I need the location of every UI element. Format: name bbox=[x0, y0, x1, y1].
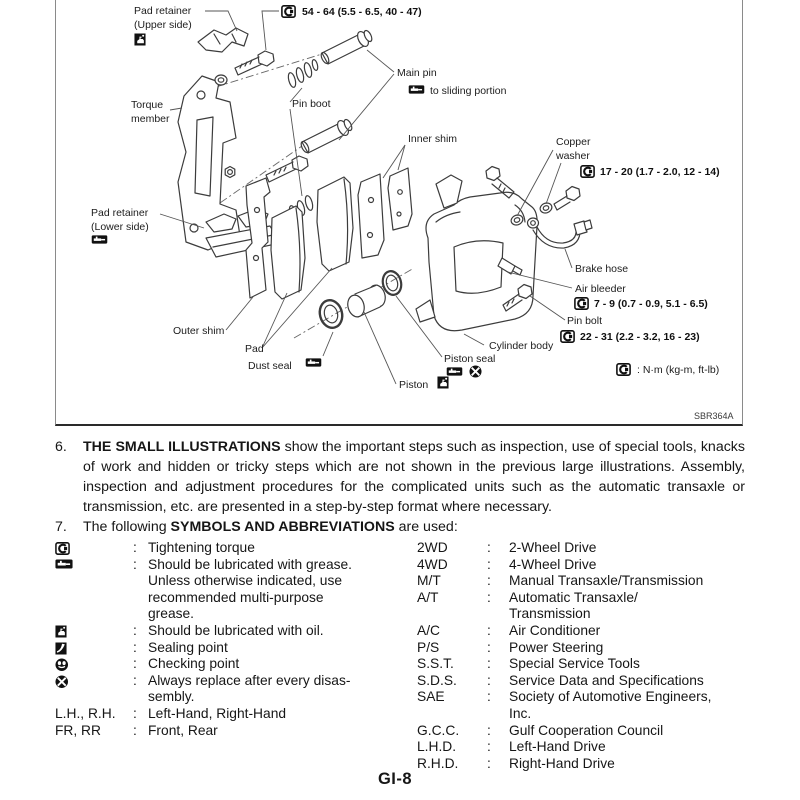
label-torque-member: Torque bbox=[131, 99, 164, 111]
torque-icon bbox=[617, 364, 630, 375]
label-main-pin: Main pin bbox=[397, 67, 437, 79]
abbrev-key: 4WD bbox=[417, 556, 448, 572]
note-7-post: are used: bbox=[394, 519, 458, 535]
abbrev-key: R.H.D. bbox=[417, 755, 459, 771]
torque-value-main-pin: 54 - 64 (5.5 - 6.5, 40 - 47) bbox=[302, 6, 422, 18]
abbrev-row-gcc bbox=[417, 723, 747, 740]
symbol-row-replace bbox=[55, 673, 417, 706]
abbrev-row-ps bbox=[417, 640, 747, 657]
notes-section bbox=[55, 437, 745, 537]
symbol-desc: Unless otherwise indicated, use bbox=[148, 573, 343, 589]
abbrev-desc: Gulf Cooperation Council bbox=[509, 722, 664, 738]
label-pad-retainer-upper: Pad retainer bbox=[134, 5, 192, 17]
page-number: GI-8 bbox=[377, 770, 413, 788]
abbrev-desc: Service Data and Specifications bbox=[509, 672, 704, 688]
symbol-desc: grease. bbox=[148, 606, 195, 622]
colon: : bbox=[487, 622, 491, 638]
abbrev-desc: 4-Wheel Drive bbox=[509, 556, 597, 572]
figure-code: SBR364A bbox=[694, 411, 734, 421]
colon: : bbox=[133, 556, 137, 572]
oil-icon bbox=[55, 623, 67, 638]
sealing-icon bbox=[55, 640, 67, 655]
torque-value-copper-washer: 17 - 20 (1.7 - 2.0, 12 - 14) bbox=[600, 166, 720, 178]
symbol-row-checking bbox=[55, 656, 417, 673]
abbrev-row-mt bbox=[417, 573, 747, 590]
symbol-desc: Front, Rear bbox=[148, 722, 218, 738]
label-pad: Pad bbox=[245, 343, 264, 355]
colon: : bbox=[487, 589, 491, 605]
abbrev-key: L.H.D. bbox=[417, 739, 457, 755]
label-brake-hose: Brake hose bbox=[575, 263, 629, 275]
abbrev-key: SAE bbox=[417, 689, 445, 705]
grease-icon bbox=[306, 358, 322, 366]
colon: : bbox=[487, 556, 491, 572]
colon: : bbox=[133, 672, 137, 688]
abbrev-desc: Manual Transaxle/Transmission bbox=[509, 573, 704, 589]
note-7-number: 7. bbox=[55, 519, 67, 535]
abbrev-key: S.S.T. bbox=[417, 656, 454, 672]
abbrev-row-ac bbox=[417, 623, 747, 640]
symbol-row-oil bbox=[55, 623, 417, 640]
label-grease-sliding: to sliding portion bbox=[430, 85, 507, 97]
label-piston-seal: Piston seal bbox=[444, 353, 496, 365]
label-pad-retainer-lower-2: (Lower side) bbox=[91, 221, 149, 233]
torque-icon bbox=[561, 331, 574, 342]
note-6-number: 6. bbox=[55, 439, 67, 455]
label-pin-boot: Pin boot bbox=[292, 98, 331, 110]
abbrev-desc: 2-Wheel Drive bbox=[509, 540, 597, 555]
label-torque-member-2: member bbox=[131, 113, 170, 125]
abbrev-desc: Inc. bbox=[509, 705, 532, 721]
abbrev-desc: Transmission bbox=[509, 606, 591, 622]
legend-units: : N·m (kg-m, ft-lb) bbox=[637, 364, 720, 376]
pad-retainer-upper-part bbox=[198, 28, 248, 52]
bolt-upper-part bbox=[215, 51, 274, 85]
symbol-desc: recommended multi-purpose bbox=[148, 589, 324, 605]
grease-icon bbox=[409, 85, 425, 93]
abbrev-key: S.D.S. bbox=[417, 672, 457, 688]
symbols-column bbox=[55, 540, 417, 772]
colon: : bbox=[133, 705, 137, 721]
label-cylinder-body: Cylinder body bbox=[489, 340, 554, 352]
label-outer-shim: Outer shim bbox=[173, 325, 225, 337]
pad-inner-part bbox=[317, 177, 353, 271]
label-pad-retainer-upper-2: (Upper side) bbox=[134, 19, 192, 31]
colon: : bbox=[487, 739, 491, 755]
note-6-text bbox=[83, 437, 745, 517]
torque-icon bbox=[581, 166, 594, 177]
symbol-desc: Always replace after every disas- bbox=[148, 672, 351, 688]
colon: : bbox=[487, 755, 491, 771]
abbrev-key: G.C.C. bbox=[417, 722, 460, 738]
symbol-desc: Tightening torque bbox=[148, 540, 255, 555]
colon: : bbox=[487, 540, 491, 555]
label-piston: Piston bbox=[399, 379, 429, 391]
checking-icon bbox=[55, 656, 69, 671]
abbrev-row-4wd bbox=[417, 557, 747, 574]
grease-icon bbox=[92, 235, 108, 243]
dust-seal-part bbox=[317, 298, 345, 331]
abbrev-row-sst bbox=[417, 656, 747, 673]
symbol-desc: Sealing point bbox=[148, 639, 228, 655]
torque-icon bbox=[575, 298, 588, 309]
abbrev-row-sds bbox=[417, 673, 747, 690]
label-pad-retainer-lower: Pad retainer bbox=[91, 207, 149, 219]
colon: : bbox=[133, 722, 137, 738]
abbreviations-column bbox=[417, 540, 747, 772]
abbrev-row-sae bbox=[417, 689, 747, 722]
colon: : bbox=[133, 622, 137, 638]
abbrev-key: P/S bbox=[417, 639, 440, 655]
abbrev-desc: Automatic Transaxle/ bbox=[509, 589, 638, 605]
note-6-bold: THE SMALL ILLUSTRATIONS bbox=[83, 439, 281, 455]
colon: : bbox=[487, 672, 491, 688]
colon: : bbox=[487, 573, 491, 589]
abbrev-row-at bbox=[417, 590, 747, 623]
grease-icon bbox=[55, 557, 73, 572]
abbrev-key: 2WD bbox=[417, 540, 448, 555]
torque-value-pin-bolt: 22 - 31 (2.2 - 3.2, 16 - 23) bbox=[580, 331, 700, 343]
note-item-6 bbox=[55, 437, 745, 517]
colon: : bbox=[133, 639, 137, 655]
label-copper-washer-2: washer bbox=[556, 150, 590, 162]
abbrev-desc: Special Service Tools bbox=[509, 656, 640, 672]
symbol-desc: Checking point bbox=[148, 656, 240, 672]
abbrev-desc: Air Conditioner bbox=[509, 622, 601, 638]
symbol-row-sealing bbox=[55, 640, 417, 657]
torque-value-air-bleeder: 7 - 9 (0.7 - 0.9, 5.1 - 6.5) bbox=[594, 298, 708, 310]
colon: : bbox=[487, 656, 491, 672]
symbol-row-torque bbox=[55, 540, 417, 557]
label-air-bleeder: Air bleeder bbox=[575, 283, 626, 295]
colon: : bbox=[487, 722, 491, 738]
piston-part bbox=[345, 283, 387, 318]
abbrev-row-lhd bbox=[417, 739, 747, 756]
abbrev-desc: Power Steering bbox=[509, 639, 604, 655]
symbol-desc: Left-Hand, Right-Hand bbox=[148, 705, 287, 721]
label-dust-seal: Dust seal bbox=[248, 360, 292, 372]
symbol-row-lh-rh bbox=[55, 706, 417, 723]
pad-outer-part bbox=[271, 206, 305, 299]
abbrev-key: M/T bbox=[417, 573, 441, 589]
oil-icon bbox=[134, 34, 145, 46]
note-7-pre: The following bbox=[83, 519, 171, 535]
label-copper-washer: Copper bbox=[556, 136, 591, 148]
oil-icon bbox=[437, 377, 448, 389]
symbol-desc: Should be lubricated with oil. bbox=[148, 622, 324, 638]
cylinder-body-part bbox=[416, 175, 537, 331]
note-6-rest: show the important steps such as inspection, use of special tools, knacks of work and hidden or tricky steps which are not shown in the previous large illustrations. Assembly, inspection and adjustment procedures for the complicated units such as the automatic transaxle or transmission, etc. are presented in a step-by-step format where necessary. bbox=[83, 439, 745, 515]
symbols-section bbox=[55, 540, 747, 772]
symbol-row-fr-rr bbox=[55, 723, 417, 740]
symbol-desc: sembly. bbox=[148, 689, 195, 705]
symbol-row-grease bbox=[55, 557, 417, 623]
abbrev-row-2wd bbox=[417, 540, 747, 557]
label-inner-shim: Inner shim bbox=[408, 133, 458, 145]
brake-caliper-exploded-diagram bbox=[56, 0, 741, 424]
abbrev-desc: Right-Hand Drive bbox=[509, 755, 615, 771]
label-pin-bolt: Pin bolt bbox=[567, 315, 603, 327]
abbrev-key: A/T bbox=[417, 589, 439, 605]
torque-icon bbox=[55, 540, 70, 555]
main-pin-lower-part bbox=[300, 118, 354, 153]
colon: : bbox=[487, 639, 491, 655]
abbrev-key: L.H., R.H. bbox=[55, 705, 116, 721]
colon: : bbox=[487, 689, 491, 705]
note-7-bold: SYMBOLS AND ABBREVIATIONS bbox=[170, 519, 395, 535]
inner-shim-parts bbox=[358, 168, 412, 258]
figure-box bbox=[55, 0, 743, 426]
replace-icon bbox=[469, 365, 481, 377]
colon: : bbox=[133, 656, 137, 672]
grease-icon bbox=[447, 367, 463, 375]
symbol-desc: Should be lubricated with grease. bbox=[148, 556, 353, 572]
abbrev-key: A/C bbox=[417, 622, 440, 638]
note-item-7 bbox=[55, 517, 745, 537]
banjo-bolt-part bbox=[554, 187, 580, 211]
colon: : bbox=[133, 540, 137, 555]
abbrev-desc: Left-Hand Drive bbox=[509, 739, 606, 755]
main-pin-upper-part bbox=[320, 29, 374, 64]
torque-icon bbox=[282, 6, 295, 17]
abbrev-key: FR, RR bbox=[55, 722, 101, 738]
replace-icon bbox=[55, 673, 69, 688]
abbrev-desc: Society of Automotive Engineers, bbox=[509, 689, 712, 705]
note-7-text bbox=[83, 517, 745, 537]
